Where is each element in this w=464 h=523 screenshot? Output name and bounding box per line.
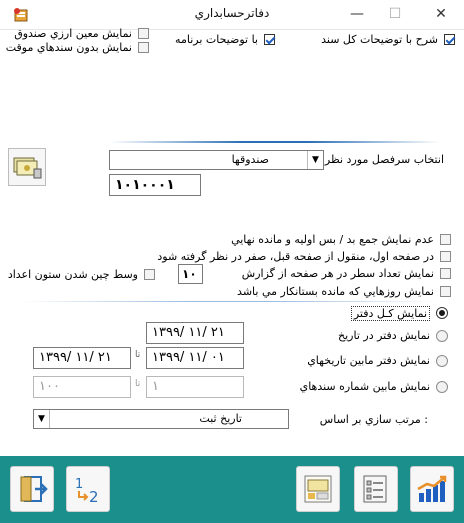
chart-icon <box>415 473 449 505</box>
register-icon <box>301 473 335 505</box>
chart-button[interactable] <box>410 466 454 512</box>
opt3-checkbox[interactable] <box>440 268 451 279</box>
form-icon <box>359 473 393 505</box>
center-numbers-checkbox[interactable] <box>144 269 155 280</box>
center-numbers-label: وسط چين شدن ستون اعداد <box>7 268 138 281</box>
step-button[interactable] <box>66 466 110 512</box>
moein-checkbox[interactable] <box>138 28 149 39</box>
range-date-radio[interactable] <box>436 330 448 342</box>
footer-toolbar <box>0 456 464 523</box>
doc-ta-label: تا <box>135 379 141 389</box>
step-icon <box>71 473 105 505</box>
window-title: دفاترحسابداري <box>194 6 270 20</box>
rows-per-page-field[interactable]: ۱۰ <box>178 264 203 284</box>
date-to-field[interactable]: ۱۳۹۹/ ۱۱/ ۲۱ <box>33 347 131 369</box>
svg-text:1: 1 <box>75 477 84 492</box>
account-label: انتخاب سرفصل مورد نظر <box>324 153 444 166</box>
range-all-radio[interactable] <box>436 307 448 319</box>
sort-label: مرتب سازي بر اساس : <box>319 413 428 426</box>
single-date-field[interactable]: ۱۳۹۹/ ۱۱/ ۲۱ <box>146 322 244 344</box>
tozihat-label: با توضيحات برنامه <box>175 33 258 46</box>
account-combo-value: صندوقها <box>231 153 269 166</box>
range-between-dates-radio[interactable] <box>436 355 448 367</box>
movaghat-label: نمايش بدون سندهاي موقت <box>5 41 132 54</box>
sort-combo-arrow-icon[interactable]: ▼ <box>34 410 50 428</box>
svg-text:2: 2 <box>89 488 99 505</box>
register-button[interactable] <box>296 466 340 512</box>
account-combo[interactable] <box>109 150 324 170</box>
minimize-button[interactable]: — <box>350 6 364 22</box>
date-ta-label: تا <box>135 350 141 360</box>
money-icon <box>12 154 42 180</box>
tozihat-checkbox[interactable] <box>264 34 275 45</box>
form-button[interactable] <box>354 466 398 512</box>
range-between-dates-label: نمايش دفتر مابين تاريخهاي <box>307 354 430 367</box>
exit-icon <box>15 473 49 505</box>
separator <box>110 141 440 143</box>
close-button[interactable]: ✕ <box>435 6 447 22</box>
range-docs-radio[interactable] <box>436 381 448 393</box>
opt1-label: عدم نمايش جمع بد / بس اوليه و مانده نهايي <box>231 233 434 246</box>
separator-2 <box>20 301 440 302</box>
combo-arrow-icon[interactable]: ▼ <box>307 151 323 169</box>
sharh-checkbox[interactable] <box>444 34 455 45</box>
doc-to-field[interactable]: ۱۰۰ <box>33 376 131 398</box>
sharh-label: شرح با توضيحات کل سند <box>321 33 438 46</box>
opt1-checkbox[interactable] <box>440 234 451 245</box>
sort-combo[interactable] <box>33 409 289 429</box>
range-docs-label: نمايش مابين شماره سندهاي <box>299 380 430 393</box>
sort-combo-value: تاريخ ثبت <box>199 412 242 425</box>
opt2-checkbox[interactable] <box>440 251 451 262</box>
opt3-label: نمايش تعداد سطر در هر صفحه از گزارش <box>241 267 434 280</box>
range-all-label: نمايش کـل دفتر <box>351 306 430 321</box>
date-from-field[interactable]: ۱۳۹۹/ ۱۱/ ۰۱ <box>146 347 244 369</box>
doc-from-field[interactable]: ۱ <box>146 376 244 398</box>
moein-label: نمايش معين ارزي صندوق <box>14 27 132 40</box>
money-button[interactable] <box>8 148 46 186</box>
exit-button[interactable] <box>10 466 54 512</box>
movaghat-checkbox[interactable] <box>138 42 149 53</box>
maximize-button[interactable]: ☐ <box>388 6 402 22</box>
title-bar <box>0 0 464 30</box>
opt2-label: در صفحه اول، منقول از صفحه قبل، صفر در نظر گرفته شود <box>157 250 434 263</box>
account-code-field[interactable]: ۱۰۱۰۰۰۱ <box>109 174 201 196</box>
opt4-label: نمايش روزهايي که مانده بستانکار مي باشد <box>237 285 434 298</box>
range-date-label: نمايش دفتر در تاريخ <box>338 329 430 342</box>
opt4-checkbox[interactable] <box>440 286 451 297</box>
